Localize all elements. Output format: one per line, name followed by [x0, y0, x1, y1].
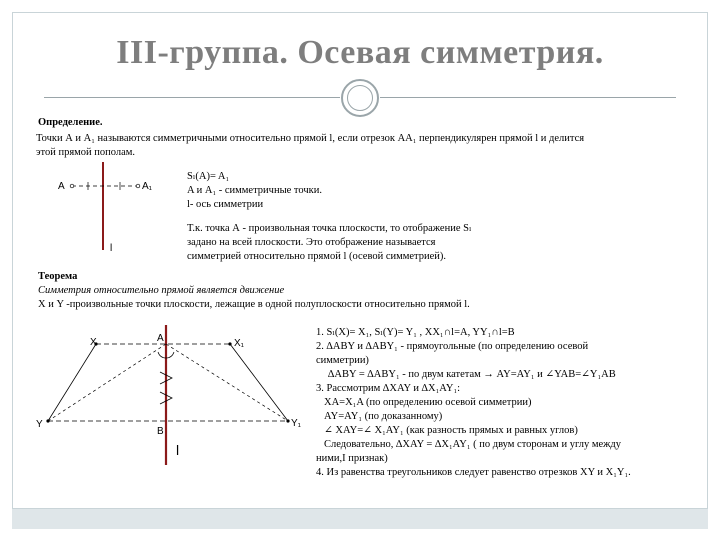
figure-2-point-y1	[286, 419, 289, 422]
figure-2-label-x: X	[90, 337, 97, 348]
definition-heading: Определение.	[38, 117, 103, 128]
proof-line-4: ∆ABY = ∆ABY₁ - по двум катетам → AY=AY₁ и ∠YAB=∠Y₁AB	[328, 369, 616, 380]
definition-line-2: этой прямой пополам.	[36, 147, 136, 158]
facts-line-3: l- ось симметрии	[187, 199, 264, 210]
figure-1-label-a1: А₁	[142, 181, 153, 192]
facts-line-2: A и A₁ - симметричные точки.	[187, 185, 322, 196]
theorem-heading: Теорема	[38, 271, 78, 282]
figure-2-point-x1	[228, 342, 231, 345]
proof-line-5: 3. Рассмотрим ∆XAY и ∆X₁AY₁:	[316, 383, 461, 394]
proof-line-11: 4. Из равенства треугольников следует равенство отрезков XY и X₁Y₁.	[316, 467, 631, 478]
figure-2-label-y1: Y₁	[291, 418, 302, 429]
figure-2-label-l: l	[176, 442, 180, 458]
proof-line-9: Следовательно, ∆XAY = ∆X₁AY₁ ( по двум сторонам и углу между	[324, 439, 621, 450]
figure-2-segment-ay1	[166, 344, 288, 421]
facts-line-1: Sₗ(A)= A₁	[187, 171, 230, 182]
definition-line-1: Точки А и А₁ называются симметричными относительно прямой l, если отрезок АА₁ перпендикулярен прямой l и делится	[36, 133, 585, 144]
figure-2-segment-x1y1	[230, 344, 288, 421]
proof-line-6: XA=X₁A (по определению осевой симметрии)	[324, 397, 532, 408]
theorem-given: X и Y -произвольные точки плоскости, лежащие в одной полуплоскости относительно прямой l.	[38, 299, 470, 310]
remark-line-3: симметрией относительно прямой l (осевой симметрией).	[187, 251, 447, 262]
proof-line-10: ними,I признак)	[316, 453, 388, 464]
figure-2-segment-xy	[48, 344, 96, 421]
figure-1-label-a: А	[58, 181, 65, 192]
figure-2-point-y	[46, 419, 49, 422]
figure-2-label-b: B	[157, 426, 164, 437]
figure-2-label-a: A	[157, 333, 164, 344]
proof-line-1: 1. Sₗ(X)= X₁, Sₗ(Y)= Y₁ , XX₁∩l=A, YY₁∩l=B	[316, 327, 515, 338]
figure-1-label-l: l	[110, 243, 113, 254]
proof-line-2: 2. ∆ABY и ∆ABY₁ - прямоугольные (по определению осевой	[316, 341, 589, 352]
figure-2-label-x1: X₁	[234, 338, 245, 349]
figure-2-segment-ay	[48, 344, 166, 421]
footer-bar	[12, 508, 708, 529]
theorem-statement: Симметрия относительно прямой является движение	[38, 285, 285, 296]
slide-title: III-группа. Осевая симметрия.	[116, 34, 604, 71]
remark-line-1: Т.к. точка А - произвольная точка плоскости, то отображение Sₗ	[187, 223, 472, 234]
figure-2-label-y: Y	[36, 419, 43, 430]
proof-line-7: AY=AY₁ (по доказанному)	[324, 411, 443, 422]
proof-line-8: ∠ XAY=∠ X₁AY₁ (как разность прямых и равных углов)	[324, 425, 578, 436]
remark-line-2: задано на всей плоскости. Это отображение называется	[187, 237, 436, 248]
proof-line-3: симметрии)	[316, 355, 369, 366]
